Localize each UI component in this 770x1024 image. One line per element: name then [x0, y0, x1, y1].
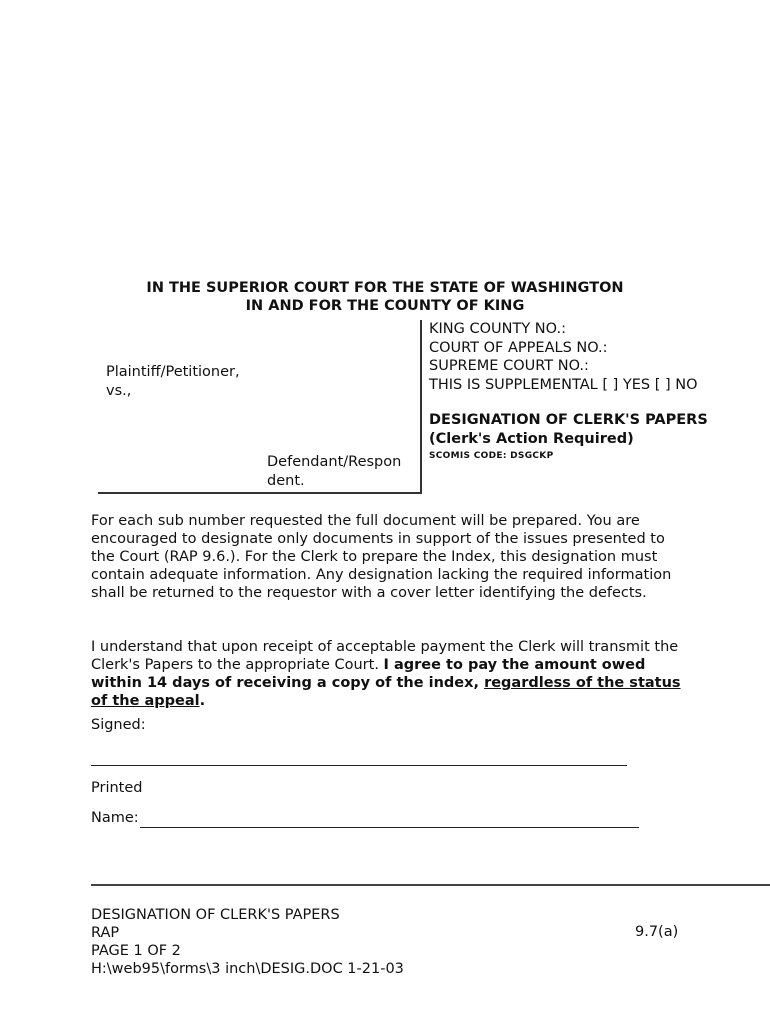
document-title-line1: DESIGNATION OF CLERK'S PAPERS: [429, 412, 708, 428]
case-numbers: [429, 320, 698, 394]
footer: [91, 906, 404, 978]
court-title-line1: IN THE SUPERIOR COURT FOR THE STATE OF WASHINGTON: [146, 280, 624, 296]
signature-line[interactable]: [91, 765, 627, 766]
defendant-label-line2: dent.: [267, 473, 305, 489]
name-label: Name:: [91, 810, 139, 826]
supplemental-checkbox-line: THIS IS SUPPLEMENTAL [ ] YES [ ] NO: [429, 376, 698, 393]
plaintiff-label: Plaintiff/Petitioner,: [106, 364, 240, 380]
plaintiff-block: [106, 363, 240, 401]
court-of-appeals-no: COURT OF APPEALS NO.:: [429, 339, 608, 356]
versus-label: vs.,: [106, 383, 132, 399]
agreement-period: .: [199, 693, 206, 709]
defendant-block: [267, 453, 417, 491]
footer-rule: [91, 884, 770, 886]
footer-rule-number: 9.7(a): [635, 924, 679, 940]
instructions-paragraph: For each sub number requested the full document will be prepared. You are encouraged to designate only documents in support of the issues presented to the Court (RAP 9.6.). For the Clerk to prepare the Index, this designation must contain adequate information. Any designation lacking the required information shall be returned to the requestor with a cover letter identifying the defects.: [91, 513, 672, 601]
scomis-code: SCOMIS CODE: DSGCKP: [429, 451, 554, 461]
agreement-paragraph: [91, 638, 691, 710]
agreement-bold-text: I agree to pay the amount owed within 14 days of receiving a copy of the index,: [91, 657, 646, 691]
caption-bottom-rule: [98, 492, 422, 494]
document-title: [429, 411, 708, 449]
caption-vertical-divider: [420, 320, 422, 493]
footer-rap: RAP: [91, 925, 120, 941]
printed-label: Printed: [91, 780, 143, 796]
agreement-plain-text: I understand that upon receipt of acceptable payment the Clerk will transmit the Clerk's Papers to the appropriate Court.: [91, 639, 679, 673]
court-title-line2: IN AND FOR THE COUNTY OF KING: [245, 298, 525, 314]
agreement-underlined-text: regardless of the status of the appeal: [91, 675, 681, 709]
document-title-line2: (Clerk's Action Required): [429, 431, 634, 447]
supreme-court-no: SUPREME COURT NO.:: [429, 358, 589, 374]
footer-form-title: DESIGNATION OF CLERK'S PAPERS: [91, 907, 340, 923]
footer-page-number: PAGE 1 OF 2: [91, 943, 181, 959]
defendant-label-line1: Defendant/Respon: [267, 454, 402, 470]
signed-label: Signed:: [91, 717, 146, 733]
footer-file-path: H:\web95\forms\3 inch\DESIG.DOC 1-21-03: [91, 961, 404, 977]
printed-name-line[interactable]: [140, 827, 639, 828]
king-county-no: KING COUNTY NO.:: [429, 321, 566, 337]
